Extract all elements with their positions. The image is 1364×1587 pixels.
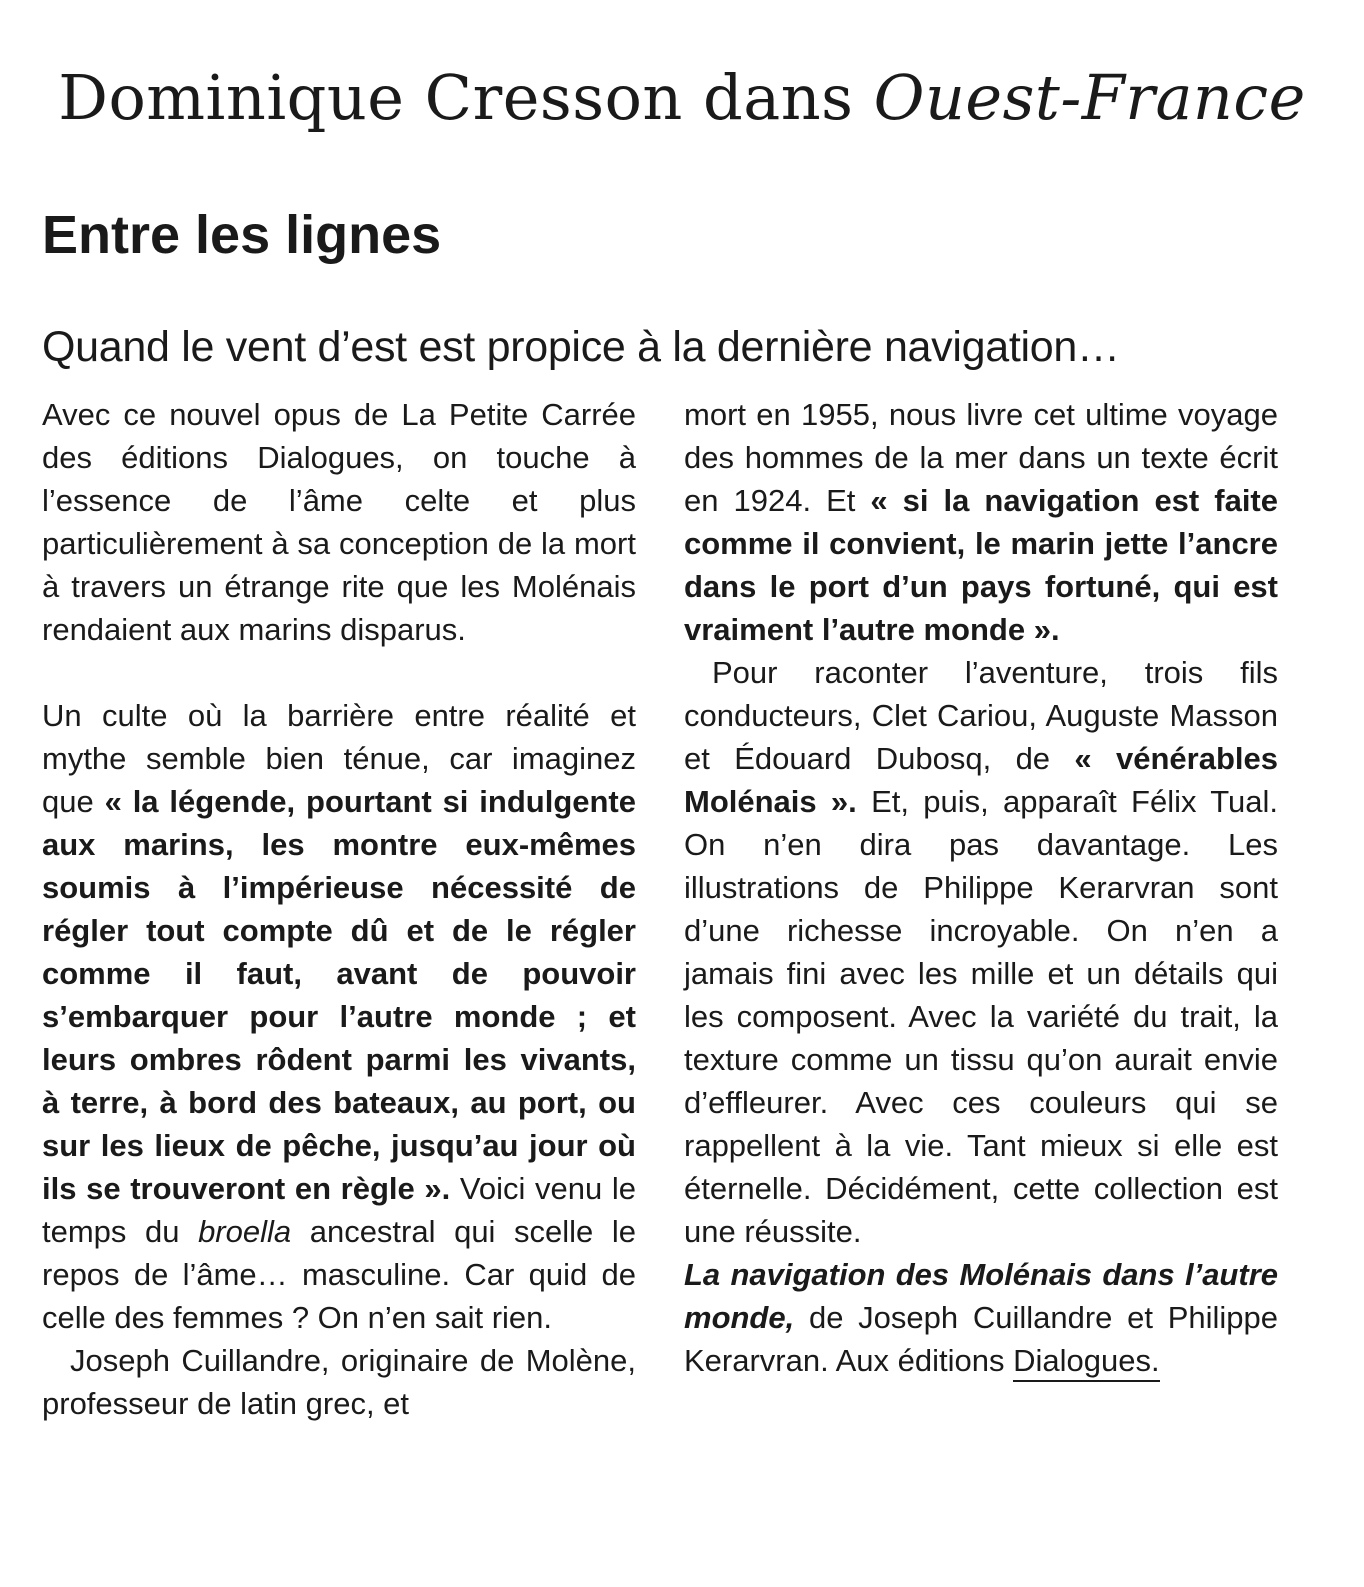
article-right-column [684,393,1278,1382]
paragraph-legend-end: ancestral qui scelle le repos de l’âme… masculine. Car quid de celle des femmes ? On n’en sait rien. [42,1214,636,1335]
rubric-title: Entre les lignes [42,205,442,265]
article-headline: Quand le vent d’est est propice à la dernière navigation… [42,323,1120,371]
paragraph-voyage [684,393,1278,651]
book-credit [684,1253,1278,1382]
book-credit-rest: de Joseph Cuillandre et Philippe Kerarvran. Aux éditions [684,1300,1278,1378]
legend-quote: « la légende, pourtant si indulgente aux marins, les montre eux-mêmes soumis à l’impérieuse nécessité de régler tout compte dû et de le régler comme il faut, avant de pouvoir s’embarquer pour l’autre monde ; et leurs ombres rôdent parmi les vivants, à terre, à bord des bateaux, au port, ou sur les lieux de pêche, jusqu’au jour où ils se trouveront en règle ». [42,784,636,1206]
molenais-quote: « vénérables Molénais ». [684,741,1278,819]
paragraph-legend-after: Voici venu le temps du [42,1171,637,1249]
navigation-quote: « si la navigation est faite comme il convient, le marin jette l’ancre dans le port d’un pays fortuné, qui est vraiment l’autre monde ». [684,483,1278,647]
publication-name: Ouest-France [873,61,1306,134]
paragraph-review [684,651,1278,1253]
masthead-prefix: Dominique Cresson dans [58,61,874,134]
paragraph-voyage-intro: mort en 1955, nous livre cet ultime voyage des hommes de la mer dans un texte écrit en 1924. Et [684,397,1278,518]
masthead [0,58,1364,138]
paragraph-legend [42,694,636,1339]
paragraph-intro: Avec ce nouvel opus de La Petite Carrée des éditions Dialogues, on touche à l’essence de l’âme celte et plus particulièrement à sa conception de la mort à travers un étrange rite que les Molénais rendaient aux marins disparus. [42,397,636,647]
article-left-column [42,393,636,1425]
broella-term: broella [198,1214,292,1249]
paragraph-review-intro: Pour raconter l’aventure, trois fils conducteurs, Clet Cariou, Auguste Masson et Édouard Dubosq, de [684,655,1278,776]
paragraph-legend-intro: Un culte où la barrière entre réalité et mythe semble bien ténue, car imaginez que [42,698,636,819]
paragraph-review-rest: Et, puis, apparaît Félix Tual. On n’en dira pas davantage. Les illustrations de Philippe Kerarvran sont d’une richesse incroyable. On n’en a jamais fini avec les mille et un détails qui les composent. Avec la variété du trait, la texture comme un tissu qu’on aurait envie d’effleurer. Avec ces couleurs qui se rappellent à la vie. Tant mieux si elle est éternelle. Décidément, cette collection est une réussite. [684,784,1278,1249]
book-title: La navigation des Molénais dans l’autre monde, [684,1257,1278,1335]
paragraph-author: Joseph Cuillandre, originaire de Molène, professeur de latin grec, et [42,1343,636,1421]
publisher-name: Dialogues. [1013,1343,1159,1382]
